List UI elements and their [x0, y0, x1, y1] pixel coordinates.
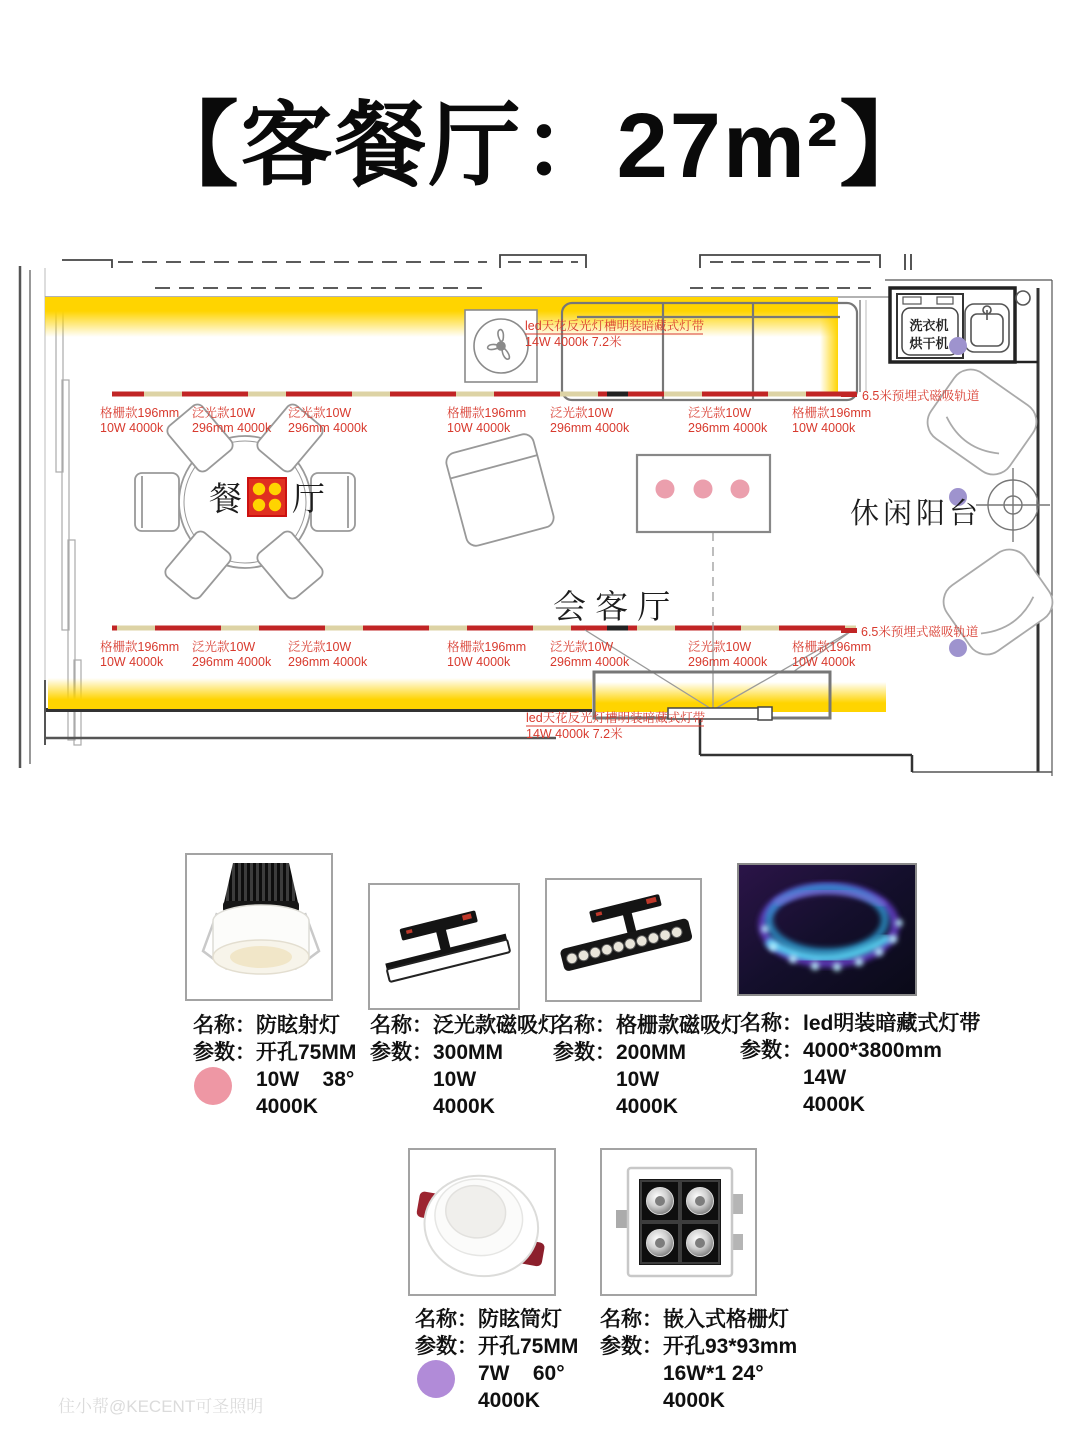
product-name-row: 名称：格栅款磁吸灯 [553, 1014, 742, 1037]
page-title: 【客餐厅：27m²】 [146, 95, 934, 197]
dining-label-char1: 餐 [209, 480, 242, 517]
product-image-flood-track [368, 883, 520, 1010]
dryer-label: 烘干机 [909, 336, 949, 351]
dining-chair [135, 473, 179, 531]
spotlight-drawing [187, 855, 331, 999]
fixture-label: 10W 4000k [447, 421, 511, 435]
product-name-row: 名称：防眩筒灯 [415, 1308, 562, 1331]
fixture-labels-top [100, 405, 871, 435]
fixture-label: 泛光款10W [550, 640, 614, 654]
spotlight-dot [694, 480, 713, 499]
fixture-label: 296mm 4000k [688, 655, 768, 669]
strip-bottom-line1: led天花反光灯槽明装暗藏式灯带 [526, 711, 706, 725]
product-param-row: 4000K [616, 1095, 678, 1118]
strip-annotation-top [525, 318, 705, 349]
track-top-label: 6.5米预埋式磁吸轨道 [862, 389, 980, 403]
product-name-row: 名称：嵌入式格栅灯 [600, 1308, 789, 1331]
balcony-chair [920, 362, 1045, 483]
product-param-row: 10W [616, 1068, 660, 1091]
product-param-row: 参数：开孔93*93mm [600, 1335, 798, 1358]
washer-label-1: 洗衣机 [909, 318, 949, 333]
product-name: led明装暗藏式灯带 [803, 1012, 981, 1035]
product-card-grille-track-text [553, 1012, 742, 1120]
product-param: 4000*3800mm [803, 1039, 942, 1062]
product-param-row: 参数：开孔75MM [415, 1335, 579, 1358]
product-param-row: 参数：4000*3800mm [740, 1039, 942, 1062]
fixture-label: 格栅款196mm [100, 640, 180, 654]
dining-room-label [209, 478, 325, 517]
product-image-recessed-grille [600, 1148, 757, 1296]
fixture-label: 10W 4000k [100, 421, 164, 435]
product-param: 开孔93*93mm [663, 1335, 798, 1358]
product-param-row: 16W*1 24° [663, 1362, 764, 1385]
fixture-label: 格栅款196mm [792, 640, 872, 654]
product-name-row: 名称：防眩射灯 [193, 1014, 340, 1037]
magnetic-track-top [112, 392, 856, 397]
watermark: 住小帮@KECENT可圣照明 [58, 1397, 264, 1416]
floor-plan [0, 240, 1080, 780]
fixture-label: 10W 4000k [792, 421, 856, 435]
strip-top-line1: led天花反光灯槽明装暗藏式灯带 [525, 319, 705, 333]
product-card-flood-text [370, 1012, 559, 1120]
product-param-row: 4000K [256, 1095, 318, 1118]
strip-bottom-line2: 14W 4000k 7.2米 [526, 727, 623, 741]
product-param-row: 参数：300MM [370, 1041, 504, 1064]
sofa [562, 303, 857, 400]
armchair [444, 432, 556, 548]
upper-cabinets-dashed [62, 254, 911, 288]
product-image-spotlight [185, 853, 333, 1001]
fixture-label: 296mm 4000k [288, 421, 368, 435]
grille-track-drawing [547, 880, 700, 1000]
fixture-label: 泛光款10W [192, 640, 256, 654]
door-knob [1016, 291, 1030, 305]
spotlight-dot [656, 480, 675, 499]
product-image-downlight [408, 1148, 556, 1296]
track-bottom-label: 6.5米预埋式磁吸轨道 [861, 625, 979, 639]
product-param-row: 10W [433, 1068, 477, 1091]
fixture-label: 296mm 4000k [550, 655, 630, 669]
product-name: 防眩筒灯 [478, 1308, 562, 1331]
product-name: 防眩射灯 [256, 1014, 340, 1037]
strip-annotation-bottom [526, 710, 706, 741]
product-param-row: 10W 38° [256, 1068, 355, 1091]
legend-dot-purple [417, 1360, 455, 1398]
fixture-label: 格栅款196mm [100, 406, 180, 420]
legend-dot-pink [194, 1067, 232, 1105]
downlight-drawing [410, 1150, 554, 1294]
strip-top-line2: 14W 4000k 7.2米 [525, 335, 622, 349]
product-param: 200MM [616, 1041, 687, 1064]
product-param: 开孔75MM [256, 1041, 357, 1064]
fixture-label: 296mm 4000k [688, 421, 768, 435]
product-name-row: 名称：泛光款磁吸灯 [370, 1014, 559, 1037]
fixture-label: 泛光款10W [288, 640, 352, 654]
coffee-table [637, 455, 770, 532]
fixture-label: 泛光款10W [192, 406, 256, 420]
led-strip-drawing [739, 865, 915, 994]
product-param-row: 参数：开孔75MM [193, 1041, 357, 1064]
product-card-led-strip-text [740, 1010, 980, 1118]
dining-label-char2: 厅 [292, 480, 325, 517]
fixture-label: 296mm 4000k [192, 421, 272, 435]
fixture-label: 10W 4000k [100, 655, 164, 669]
product-param-row: 7W 60° [478, 1362, 565, 1385]
product-image-led-strip [737, 863, 917, 996]
product-name: 格栅款磁吸灯 [616, 1014, 742, 1037]
flood-track-drawing [370, 885, 518, 1008]
fixture-labels-bottom [100, 639, 871, 669]
product-name: 泛光款磁吸灯 [433, 1014, 559, 1037]
fixture-label: 格栅款196mm [792, 406, 872, 420]
fixture-label: 296mm 4000k [288, 655, 368, 669]
product-image-grille-track [545, 878, 702, 1002]
product-name-row: 名称：led明装暗藏式灯带 [740, 1012, 981, 1035]
magnetic-track-bottom [112, 626, 856, 631]
downlight-dot [949, 337, 967, 355]
product-param-row: 14W [803, 1066, 847, 1089]
product-card-recessed-grille-text [600, 1306, 797, 1414]
product-param-row: 4000K [803, 1093, 865, 1116]
fixture-label: 格栅款196mm [447, 640, 527, 654]
living-room-label: 会 客 厅 [553, 588, 671, 625]
fixture-label: 泛光款10W [288, 406, 352, 420]
product-param-row: 参数：200MM [553, 1041, 687, 1064]
fixture-label: 泛光款10W [550, 406, 614, 420]
fixture-label: 泛光款10W [688, 640, 752, 654]
fixture-label: 10W 4000k [792, 655, 856, 669]
product-name: 嵌入式格栅灯 [663, 1308, 789, 1331]
fixture-label: 296mm 4000k [192, 655, 272, 669]
product-param-row: 4000K [478, 1389, 540, 1412]
grille-light-symbol [248, 478, 286, 516]
downlight-dot [949, 639, 967, 657]
product-param: 开孔75MM [478, 1335, 579, 1358]
product-param-row: 4000K [433, 1095, 495, 1118]
fixture-label: 10W 4000k [447, 655, 511, 669]
balcony-label: 休闲阳台 [850, 498, 983, 530]
product-param-row: 4000K [663, 1389, 725, 1412]
fixture-label: 泛光款10W [688, 406, 752, 420]
product-param: 300MM [433, 1041, 504, 1064]
spotlight-dot [731, 480, 750, 499]
recessed-grille-drawing [602, 1150, 755, 1294]
fixture-label: 格栅款196mm [447, 406, 527, 420]
fixture-label: 296mm 4000k [550, 421, 630, 435]
